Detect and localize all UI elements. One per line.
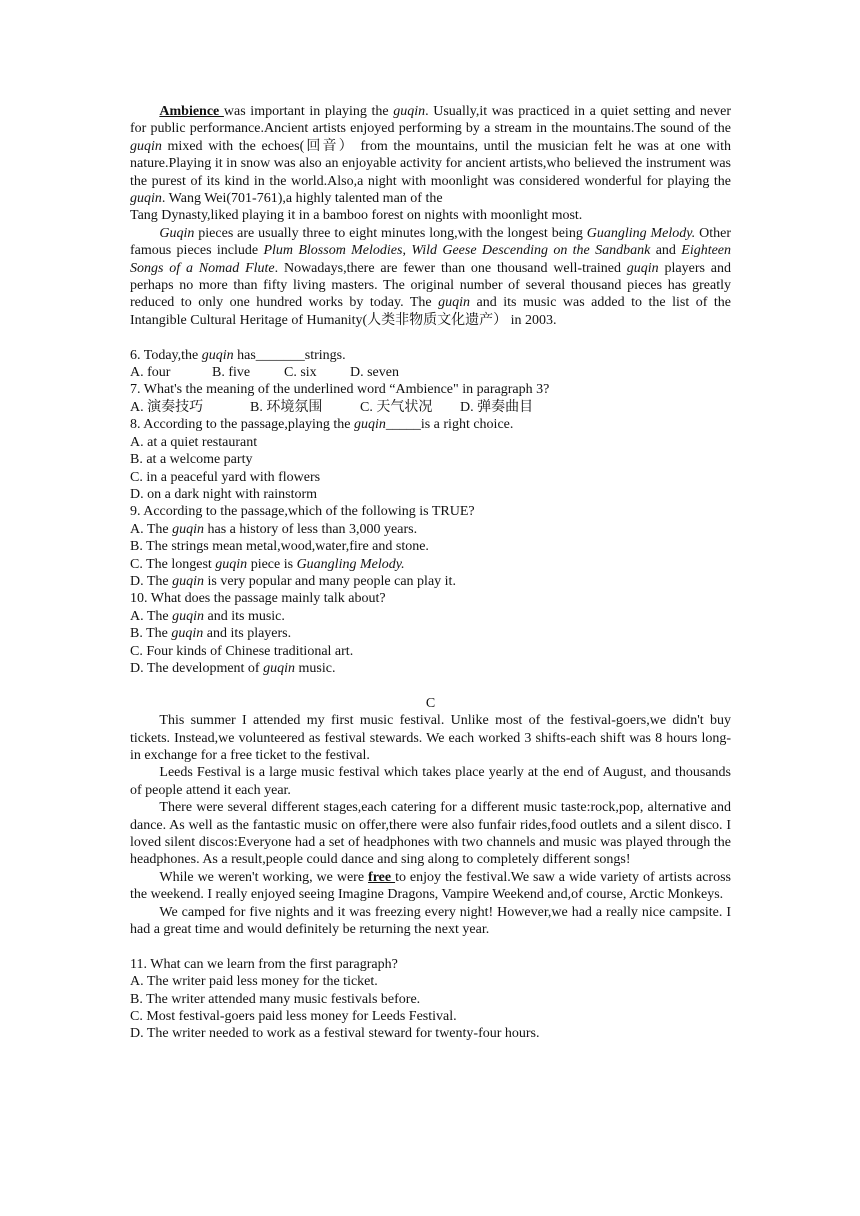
text-run: A. The	[130, 521, 173, 537]
passage-c-paragraph-3: There were several different stages,each catering for a different music taste:rock,pop, alternative and dance. As well as the fantastic music on offer,there were also funfair rides,food outlets and a silent disco. I loved silent discos:Everyone had a set of headphones with two channels and music was played through the headphones. As a result,people could dance and sing along to completely different songs!	[130, 800, 731, 868]
question-10: 10. What does the passage mainly talk about?	[130, 591, 386, 607]
text-run: was important in playing the	[223, 104, 394, 119]
underlined-word-free: free	[368, 869, 396, 885]
option-d[interactable]: D. 弹奏曲目	[460, 399, 534, 415]
guqin-italic: guqin	[393, 104, 426, 119]
guqin-italic: guqin	[130, 138, 162, 154]
piece-title: Wild Geese Descending on the Sandbank	[411, 243, 651, 259]
spacer	[130, 677, 731, 694]
piece-title: Guangling Melody.	[586, 225, 696, 241]
guqin-italic: guqin	[172, 573, 205, 589]
option-b[interactable]: B. The writer attended many music festivals before.	[130, 991, 421, 1007]
text-run: _____is a right choice.	[385, 417, 514, 433]
option-c[interactable]	[130, 556, 731, 573]
text-run: and its music.	[204, 608, 285, 624]
option-d[interactable]: D. seven	[350, 365, 399, 381]
option-a[interactable]: A. at a quiet restaurant	[130, 434, 258, 450]
section-heading-c: C	[425, 695, 436, 711]
passage-c-paragraph-1: This summer I attended my first music festival. Unlike most of the festival-goers,we didn't buy tickets. Instead,we volunteered as festival stewards. We each worked 3 shifts-each shift was 8 hours long-in exchange for a free ticket to the festival.	[130, 713, 731, 763]
option-a[interactable]	[130, 608, 731, 625]
document-content	[130, 103, 731, 1043]
question-9: 9. According to the passage,which of the following is TRUE?	[130, 504, 475, 520]
text-run: to enjoy the festival.We saw a wide variety of artists across the weekend. I really enjoyed seeing Imagine Dragons, Vampire Weekend and,of course, Arctic Monkeys.	[130, 869, 731, 903]
option-c[interactable]: C. in a peaceful yard with flowers	[130, 469, 321, 485]
option-a[interactable]	[130, 521, 731, 538]
text-run: has_______strings.	[233, 347, 346, 363]
text-run: . Wang Wei(701-761),a highly talented man of the	[161, 191, 443, 207]
text-run: pieces are usually three to eight minutes long,with the longest being	[194, 225, 587, 241]
guqin-italic: guqin	[215, 556, 248, 572]
passage-b-paragraph-4	[130, 225, 731, 329]
option-d[interactable]	[130, 573, 731, 590]
question-6-options	[130, 364, 731, 381]
text-run: ,	[402, 243, 412, 259]
text-run: players and perhaps no more than fifty living masters. The original number of several thousand pieces has greatly reduced to only one hundred works by today. The	[130, 260, 731, 311]
text-run: D. The	[130, 573, 173, 589]
option-c[interactable]: C. 天气状况	[360, 399, 433, 415]
option-b[interactable]: B. at a welcome party	[130, 452, 253, 468]
spacer	[130, 329, 731, 346]
option-b[interactable]: B. five	[212, 365, 251, 381]
piece-title: Plum Blossom Melodies	[263, 243, 403, 259]
text-run: A. The	[130, 608, 173, 624]
passage-c-paragraph-2: Leeds Festival is a large music festival which takes place yearly at the end of August, and thousands of people attend it each year.	[130, 765, 731, 798]
text-run: and its music was added to the list of the Intangible Cultural Heritage of Humanity(人类非物质文化遗产） in 2003.	[130, 295, 731, 328]
option-b[interactable]: B. The strings mean metal,wood,water,fire and stone.	[130, 539, 429, 555]
guqin-italic: guqin	[171, 626, 204, 642]
spacer	[130, 938, 731, 955]
guqin-italic: guqin	[353, 417, 386, 433]
passage-b-paragraph-3	[130, 103, 731, 207]
text-run: 8. According to the passage,playing the	[130, 417, 354, 433]
option-b[interactable]	[130, 625, 731, 642]
guqin-italic: Guqin	[159, 225, 195, 241]
piece-title: Eighteen Songs of a Nomad Flute	[130, 243, 732, 276]
passage-c-paragraph-5: We camped for five nights and it was freezing every night! However,we had a really nice campsite. I had a great time and would definitely be returning the next year.	[130, 904, 731, 938]
text-run: music.	[295, 660, 336, 676]
guqin-italic: guqin	[172, 608, 205, 624]
option-a[interactable]: A. four	[130, 365, 171, 381]
text-run: mixed with the echoes(回音） from the mountains, until the musician felt he was at one with nature.Playing it in snow was also an enjoyable activity for ancient artists,who believed the instrument was the purest of its kind in the world.Also,a night with moonlight was considered wonderful for playing the	[130, 138, 731, 189]
option-d[interactable]: D. The writer needed to work as a festival steward for twenty-four hours.	[130, 1026, 540, 1042]
text-run: C. The longest	[130, 556, 216, 572]
question-11: 11. What can we learn from the first paragraph?	[130, 956, 398, 972]
text-run: Other famous pieces include	[130, 225, 731, 259]
option-b[interactable]: B. 环境氛围	[250, 399, 323, 415]
question-8	[130, 416, 731, 433]
option-a[interactable]: A. The writer paid less money for the ticket.	[130, 974, 378, 990]
guqin-italic: guqin	[172, 521, 205, 537]
option-c[interactable]: C. Four kinds of Chinese traditional art.	[130, 643, 354, 659]
option-a[interactable]: A. 演奏技巧	[130, 399, 204, 415]
text-run: piece is	[247, 556, 297, 572]
guqin-italic: guqin	[438, 295, 471, 311]
question-7: 7. What's the meaning of the underlined word “Ambience" in paragraph 3?	[130, 382, 550, 398]
question-7-options	[130, 399, 731, 416]
text-run: and	[650, 243, 682, 259]
question-6	[130, 347, 731, 364]
passage-b-paragraph-3-last-line: Tang Dynasty,liked playing it in a bamboo forest on nights with moonlight most.	[130, 208, 583, 224]
text-run: is very popular and many people can play it.	[204, 573, 456, 589]
text-run: B. The	[130, 626, 172, 642]
option-d[interactable]	[130, 660, 731, 677]
text-run: 6. Today,the	[130, 347, 202, 363]
guqin-italic: guqin	[626, 260, 659, 276]
option-c[interactable]: C. Most festival-goers paid less money for Leeds Festival.	[130, 1009, 457, 1025]
option-d[interactable]: D. on a dark night with rainstorm	[130, 486, 318, 502]
guqin-italic: guqin	[201, 347, 234, 363]
guqin-italic: guqin	[130, 191, 162, 207]
text-run: While we weren't working, we were	[159, 869, 369, 885]
text-run: has a history of less than 3,000 years.	[204, 521, 418, 537]
guqin-italic: guqin	[263, 660, 295, 676]
piece-title: Guangling Melody.	[296, 556, 405, 572]
text-run: . Nowadays,there are fewer than one thousand well-trained	[274, 260, 627, 276]
underlined-word-ambience: Ambience	[159, 104, 224, 119]
text-run: and its players.	[203, 626, 292, 642]
text-run: D. The development of	[130, 660, 264, 676]
text-run: . Usually,it was practiced in a quiet setting and never for public performance.Ancient artists enjoyed performing by a stream in the mountains.The sound of the	[130, 104, 731, 137]
passage-c-paragraph-4	[130, 869, 731, 904]
option-c[interactable]: C. six	[284, 365, 317, 381]
